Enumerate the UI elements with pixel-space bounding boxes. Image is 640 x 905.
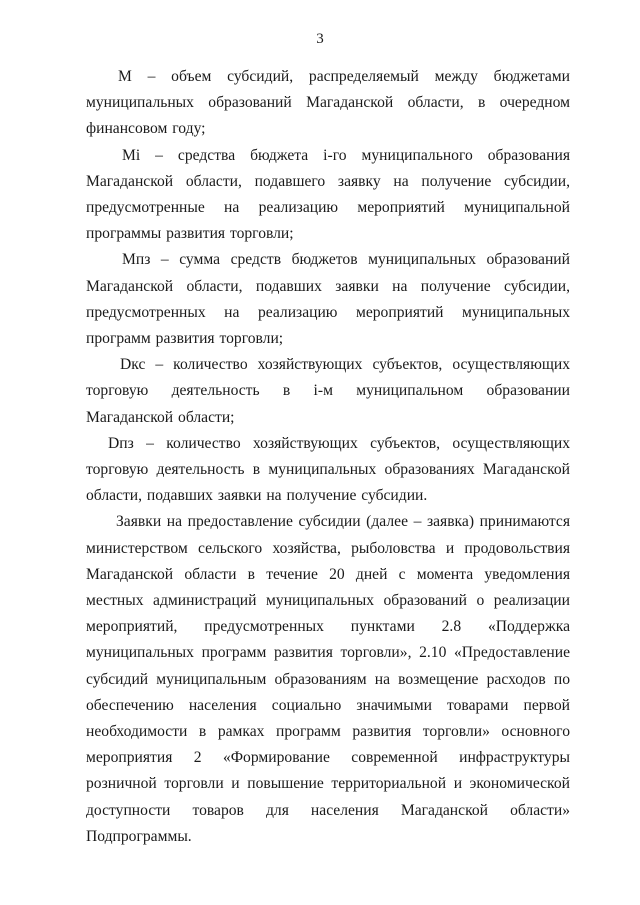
- definition-m: M – объем субсидий, распределяемый между бюджетами муниципальных образований Магаданской области, в очередном финансовом году;: [86, 68, 570, 138]
- definition-dpz: Dпз – количество хозяйствующих субъектов, осуществляющих торговую деятельность в муниципальных образованиях Магаданской области, подавших заявки на получение субсидии.: [86, 434, 570, 505]
- page-content: [86, 64, 570, 850]
- definition-mi: Mi – средства бюджета i-го муниципального образования Магаданской области, подавшего заявку на получение субсидии, предусмотренные на реализацию мероприятий муниципальной программы развития торговли;: [86, 146, 570, 243]
- definition-mpz: Мпз – сумма средств бюджетов муниципальных образований Магаданской области, подавших заявки на получение субсидии, предусмотренных на реализацию мероприятий муниципальных программ развития торговли;: [86, 251, 570, 348]
- page-number: 3: [316, 31, 324, 47]
- definition-dkc: Dкс – количество хозяйствующих субъектов, осуществляющих торговую деятельность в i-м муниципальном образовании Магаданской области;: [86, 356, 570, 426]
- applications-paragraph: Заявки на предоставление субсидии (далее – заявка) принимаются министерством сельского хозяйства, рыболовства и продовольствия Магаданской области в течение 20 дней с момента уведомления местных администраций муниципальных образований о реализации мероприятий, предусмотренных пунктами 2.8 «Поддержка муниципальных программ развития торговли», 2.10 «Предоставление субсидий муниципальным образованиям на возмещение расходов по обеспечению населения социально значимыми товарами первой необходимости в рамках программ развития торговли» основного мероприятия 2 «Формирование современной инфраструктуры розничной торговли и повышение территориальной и экономической доступности товаров для населения Магаданской области» Подпрограммы.: [86, 513, 570, 845]
